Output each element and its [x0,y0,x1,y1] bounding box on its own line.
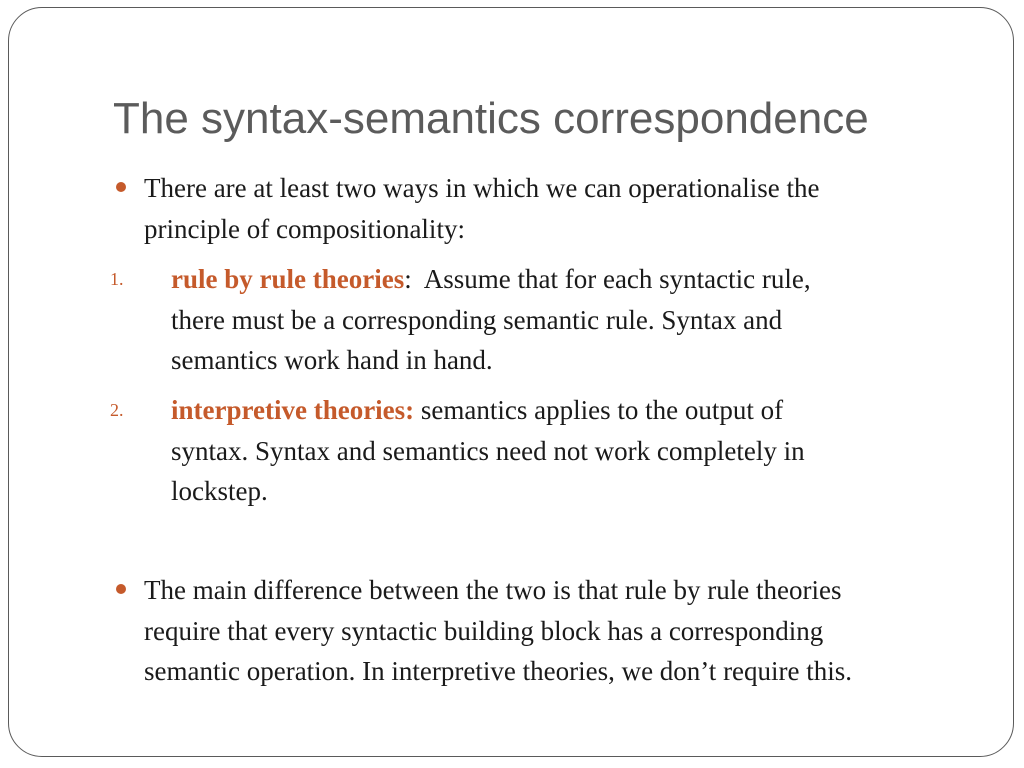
list-number: 1. [110,269,124,289]
bullet-item [144,570,852,692]
numbered-line: semantics work hand in hand. [171,345,493,375]
bullet-line: There are at least two ways in which we can operationalise the [144,173,820,203]
bullet-dot-icon [116,182,126,192]
numbered-term-suffix: : [404,264,412,294]
numbered-first-line-rest: semantics applies to the output of [414,395,784,425]
numbered-item [171,259,811,381]
bullet-dot-icon [116,584,126,594]
bullet-line: semantic operation. In interpretive theories, we don’t require this. [144,656,853,686]
numbered-line: there must be a corresponding semantic rule. Syntax and [171,304,783,335]
bullet-line: principle of compositionality: [144,213,465,244]
bullet-line: The main difference between the two is that rule by rule theories [144,575,842,605]
numbered-term: rule by rule theories [171,264,405,294]
numbered-line: lockstep. [171,476,268,506]
numbered-line: syntax. Syntax and semantics need not work completely in [171,435,805,466]
bullet-item [144,168,819,249]
numbered-first-line-rest: Assume that for each syntactic rule, [411,264,811,294]
numbered-item [171,390,805,512]
numbered-first-line [171,259,811,300]
numbered-term: interpretive theories: [171,395,415,425]
slide-title: The syntax-semantics correspondence [113,94,869,143]
bullet-line: require that every syntactic building block has a corresponding [144,615,824,646]
numbered-first-line [171,390,805,431]
list-number: 2. [110,400,124,420]
